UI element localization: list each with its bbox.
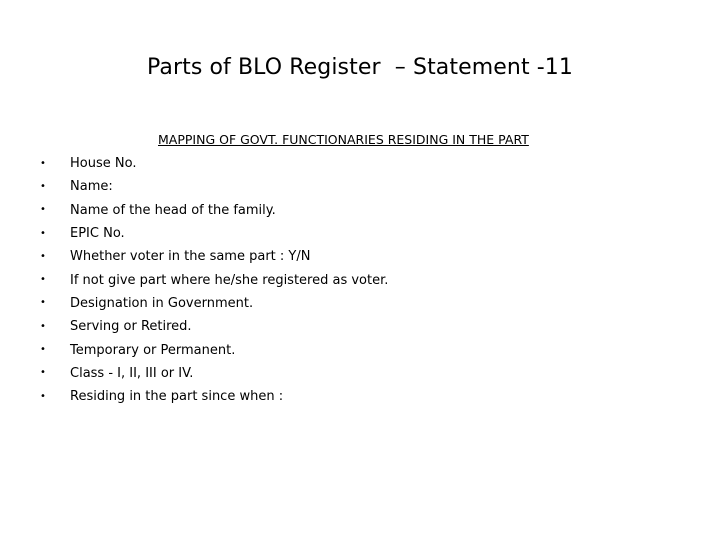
- bullet-icon: •: [40, 274, 46, 286]
- bullet-icon: •: [40, 250, 46, 262]
- list-item-label: House No.: [70, 156, 137, 172]
- list-item-label: Name of the head of the family.: [70, 202, 276, 218]
- bullet-icon: •: [40, 204, 46, 216]
- section-heading: MAPPING OF GOVT. FUNCTIONARIES RESIDING IN THE PART: [158, 132, 529, 147]
- list-item-label: If not give part where he/she registered as voter.: [70, 272, 389, 288]
- bullet-icon: •: [40, 390, 46, 402]
- list-item-label: Whether voter in the same part : Y/N: [70, 249, 311, 265]
- list-item: [40, 292, 388, 315]
- list-item: [40, 268, 388, 291]
- list-item: [40, 245, 388, 268]
- slide-title: Parts of BLO Register – Statement -11: [146, 55, 573, 80]
- bullet-icon: •: [40, 367, 46, 379]
- list-item-label: Serving or Retired.: [70, 319, 192, 335]
- list-item-label: Residing in the part since when :: [70, 389, 284, 405]
- list-item: [40, 175, 388, 198]
- list-item: [40, 362, 388, 385]
- list-item-label: EPIC No.: [70, 226, 125, 242]
- list-item-label: Name:: [70, 179, 113, 195]
- bullet-icon: •: [40, 227, 46, 239]
- list-item: [40, 152, 388, 175]
- bullet-icon: •: [40, 344, 46, 356]
- list-item: [40, 315, 388, 338]
- bullet-icon: •: [40, 180, 46, 192]
- list-item: [40, 199, 388, 222]
- list-item: [40, 338, 388, 361]
- list-item-label: Temporary or Permanent.: [70, 342, 236, 358]
- list-item-label: Class - I, II, III or IV.: [70, 365, 194, 381]
- bullet-icon: •: [40, 320, 46, 332]
- list-item: [40, 385, 388, 408]
- list-item-label: Designation in Government.: [70, 295, 254, 311]
- bullet-icon: •: [40, 157, 46, 169]
- list-item: [40, 222, 388, 245]
- field-list: [40, 152, 388, 408]
- bullet-icon: •: [40, 297, 46, 309]
